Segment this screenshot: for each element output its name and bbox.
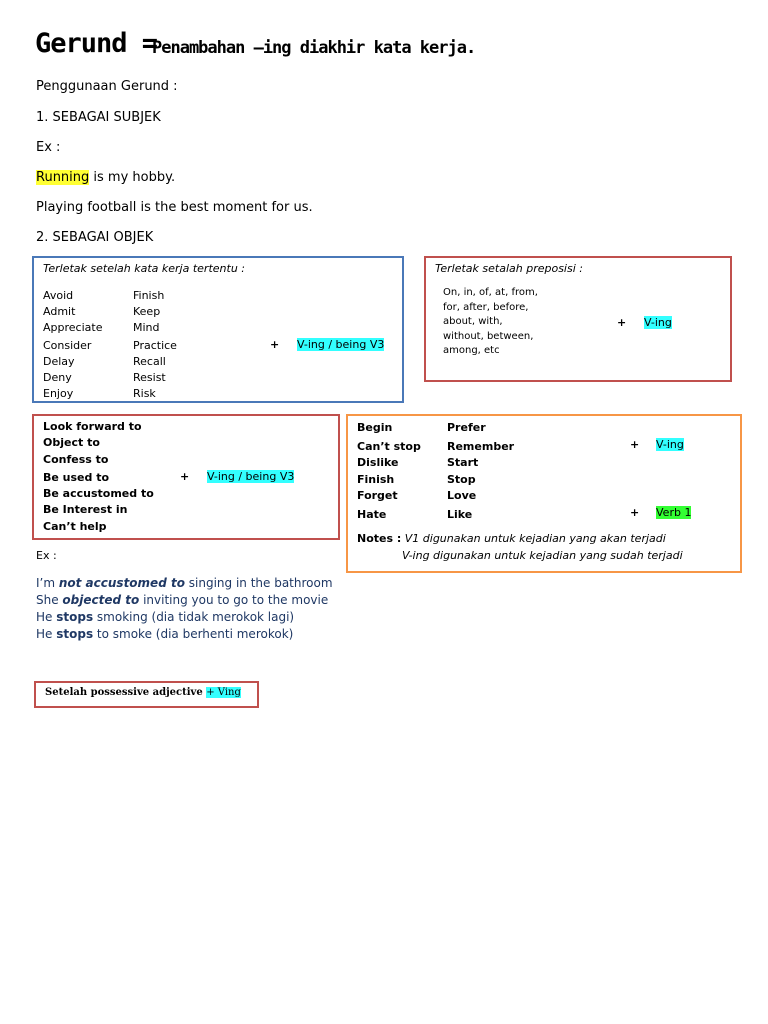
verb-item: Start [447,456,479,469]
phrase-item: Be Interest in [43,503,128,517]
example-3 [36,610,294,624]
possessive-highlight: + Ving [206,687,241,698]
verb-item: Prefer [447,421,486,434]
possessive-text: Setelah possessive adjective [45,687,207,698]
verb-item: Finish [357,472,395,486]
prepositions-box [424,256,732,382]
verb-item: Finish [133,289,165,302]
section-subject-heading: 1. SEBAGAI SUBJEK [36,110,161,125]
plus-sign: + [630,438,640,451]
verbs-box [32,256,404,403]
example-text: to smoke (dia berhenti merokok) [93,627,294,641]
verbs-col2 [133,288,177,402]
phrase-item: Be accustomed to [43,487,154,501]
sentence-rest: is my hobby. [89,170,176,185]
example-text: inviting you to go to the movie [139,593,329,607]
verb-item: Admit [43,305,76,318]
verbs-col1 [43,288,102,402]
verb-item: Avoid [43,289,74,302]
verb-item: Dislike [357,456,399,469]
verb-item: Practice [133,339,177,352]
prepositions-box-heading: Terletak setalah preposisi : [435,262,583,275]
page-subtitle: Penambahan –ing diakhir kata kerja. [152,38,476,58]
example-2 [36,593,328,607]
verb-item: Like [447,507,473,521]
either-result-verb1: Verb 1 [656,506,692,519]
verb-item: Forget [357,489,398,502]
phrase-item: Confess to [43,452,109,466]
verbs-result: V-ing / being V3 [297,338,385,351]
example-emphasis: not accustomed to [58,576,185,590]
notes-label: Notes : [357,532,402,545]
phrases-list [43,419,154,535]
notes-line-1 [357,532,666,545]
phrases-result: V-ing / being V3 [207,470,295,483]
preposition-line: among, etc [443,345,500,356]
verb-item: Remember [447,439,515,453]
verb-item: Stop [447,472,476,486]
verb-item: Risk [133,387,156,400]
verb-item: Recall [133,355,166,368]
example-text: He [36,610,57,624]
plus-sign: + [180,470,190,483]
preposition-line: for, after, before, [443,301,529,313]
phrase-item: Can’t help [43,519,107,533]
note-v1: V1 digunakan untuk kejadian yang akan terjadi [404,532,666,545]
note-ving: V-ing digunakan untuk kejadian yang sudah terjadi [402,549,683,562]
example-text: singing in the bathroom [184,576,333,590]
section-object-heading: 2. SEBAGAI OBJEK [36,230,154,245]
verb-item: Can’t stop [357,439,421,453]
plus-sign: + [617,316,627,329]
example-label: Ex : [36,140,61,155]
verb-item: Begin [357,421,393,434]
example-text: I’m [36,576,59,590]
verb-item: Enjoy [43,387,74,400]
subject-sentence-2: Playing football is the best moment for us. [36,200,313,215]
subject-sentence-1 [36,170,175,185]
verb-item: Appreciate [43,321,103,334]
verb-item: Deny [43,371,72,384]
phrase-item: Object to [43,436,100,450]
verb-item: Mind [133,321,160,334]
example-emphasis: objected to [62,593,140,607]
phrase-item: Be used to [43,470,110,484]
preposition-line: without, between, [443,330,534,342]
prepositions-list [443,286,538,359]
verb-item: Consider [43,339,92,352]
possessive-box [34,681,259,708]
possessive-rule [45,687,241,698]
phrases-box [32,414,340,540]
either-col2 [447,420,514,523]
page-title: Gerund = [35,28,158,59]
plus-sign: + [270,338,280,351]
either-result-ving: V-ing [656,438,684,451]
example-text: She [36,593,63,607]
preposition-line: about, with, [443,316,503,327]
verbs-box-heading: Terletak setelah kata kerja tertentu : [43,262,245,275]
plus-sign: + [630,506,640,519]
example-text: smoking (dia tidak merokok lagi) [93,610,295,624]
usage-heading: Penggunaan Gerund : [36,79,178,94]
example-emphasis: stops [56,610,94,624]
verb-item: Resist [133,371,166,384]
verb-item: Hate [357,507,387,521]
preposition-line: On, in, of, at, from, [443,287,538,298]
highlighted-gerund: Running [36,170,90,185]
example-text: He [36,627,57,641]
verb-item: Keep [133,305,161,318]
either-col1 [357,420,421,523]
verb-item: Delay [43,355,75,368]
phrase-item: Look forward to [43,420,142,433]
examples-label: Ex : [36,549,57,562]
example-4 [36,627,293,641]
prepositions-result: V-ing [644,316,672,329]
example-emphasis: stops [56,627,94,641]
either-form-box [346,414,742,573]
verb-item: Love [447,489,477,502]
example-1 [36,576,333,590]
